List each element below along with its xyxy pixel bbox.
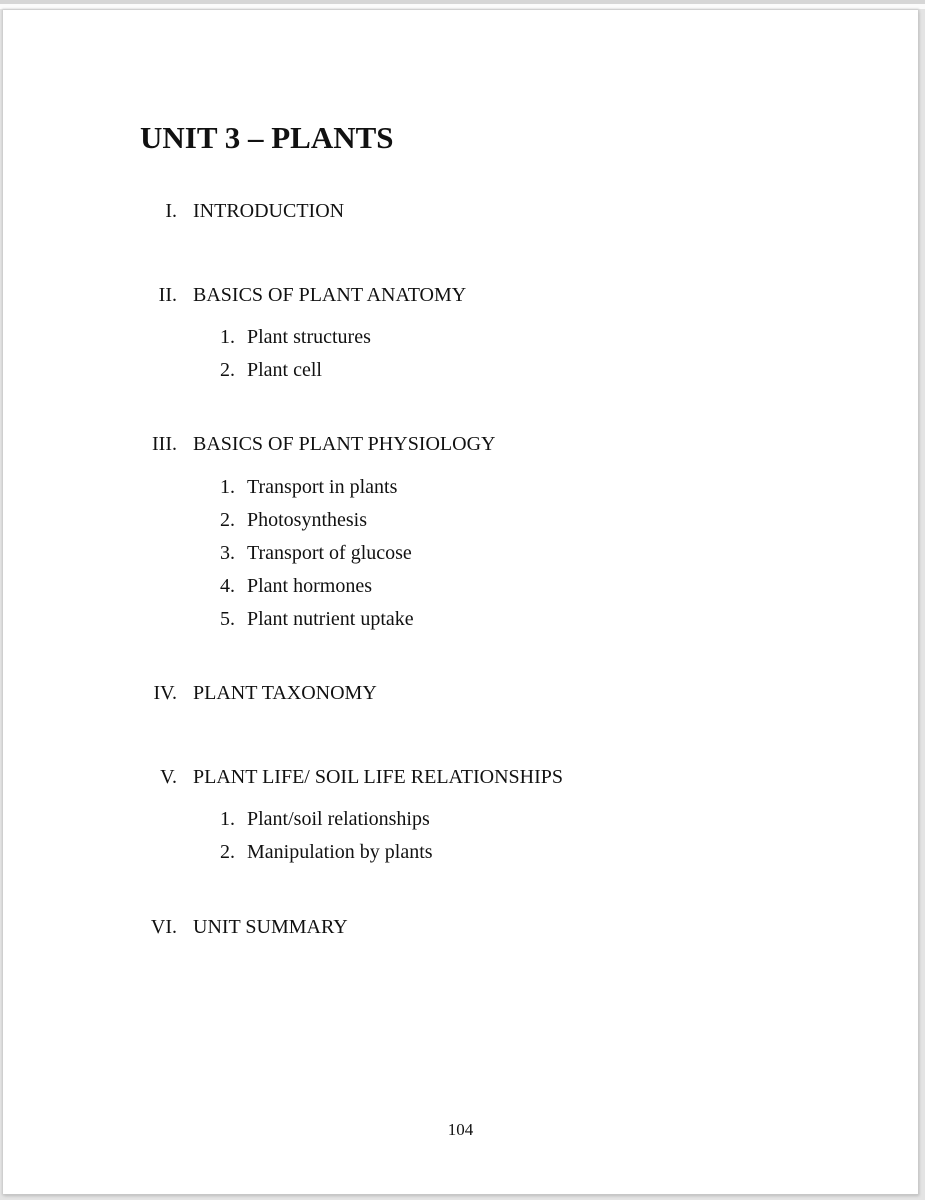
section-title: UNIT SUMMARY bbox=[193, 916, 348, 938]
section-plant-anatomy bbox=[3, 284, 903, 392]
viewer-top-gap bbox=[0, 4, 925, 9]
section-title: PLANT TAXONOMY bbox=[193, 682, 377, 704]
section-introduction bbox=[3, 200, 903, 226]
section-heading bbox=[3, 433, 903, 459]
section-numeral: VI. bbox=[150, 916, 177, 938]
item-label: Photosynthesis bbox=[247, 509, 368, 531]
section-plant-soil-relationships bbox=[3, 766, 903, 874]
unit-title: UNIT 3 – PLANTS bbox=[140, 120, 394, 155]
item-label: Plant structures bbox=[247, 326, 371, 348]
item-label: Plant/soil relationships bbox=[247, 808, 430, 830]
list-item bbox=[3, 509, 903, 542]
item-number: 5. bbox=[220, 608, 235, 630]
section-title: BASICS OF PLANT ANATOMY bbox=[193, 284, 467, 306]
item-label: Plant nutrient uptake bbox=[247, 608, 414, 630]
section-title: BASICS OF PLANT PHYSIOLOGY bbox=[193, 433, 496, 455]
section-numeral: I. bbox=[165, 200, 177, 222]
section-heading bbox=[3, 682, 903, 708]
item-number: 2. bbox=[220, 509, 235, 531]
section-heading bbox=[3, 200, 903, 226]
item-label: Manipulation by plants bbox=[247, 841, 433, 863]
document-page bbox=[3, 10, 918, 1194]
list-item bbox=[3, 841, 903, 874]
item-number: 2. bbox=[220, 359, 235, 381]
item-label: Transport of glucose bbox=[247, 542, 412, 564]
section-numeral: II. bbox=[158, 284, 177, 306]
section-heading bbox=[3, 916, 903, 942]
list-item bbox=[3, 476, 903, 509]
list-item bbox=[3, 808, 903, 841]
page-number: 104 bbox=[447, 1120, 474, 1139]
section-numeral: III. bbox=[152, 433, 177, 455]
item-number: 1. bbox=[220, 808, 235, 830]
list-item bbox=[3, 326, 903, 359]
item-number: 1. bbox=[220, 326, 235, 348]
item-number: 4. bbox=[220, 575, 235, 597]
list-item bbox=[3, 542, 903, 575]
item-label: Transport in plants bbox=[247, 476, 398, 498]
section-unit-summary bbox=[3, 916, 903, 942]
item-number: 1. bbox=[220, 476, 235, 498]
subsection-list bbox=[3, 808, 903, 874]
item-label: Plant hormones bbox=[247, 575, 372, 597]
item-number: 3. bbox=[220, 542, 235, 564]
section-plant-taxonomy bbox=[3, 682, 903, 708]
section-numeral: IV. bbox=[153, 682, 177, 704]
section-heading bbox=[3, 766, 903, 792]
section-title: INTRODUCTION bbox=[193, 200, 345, 222]
item-number: 2. bbox=[220, 841, 235, 863]
section-numeral: V. bbox=[160, 766, 177, 788]
subsection-list bbox=[3, 326, 903, 392]
subsection-list bbox=[3, 476, 903, 641]
item-label: Plant cell bbox=[247, 359, 322, 381]
section-plant-physiology bbox=[3, 433, 903, 641]
list-item bbox=[3, 359, 903, 392]
section-heading bbox=[3, 284, 903, 310]
section-title: PLANT LIFE/ SOIL LIFE RELATIONSHIPS bbox=[193, 766, 564, 788]
list-item bbox=[3, 608, 903, 641]
list-item bbox=[3, 575, 903, 608]
